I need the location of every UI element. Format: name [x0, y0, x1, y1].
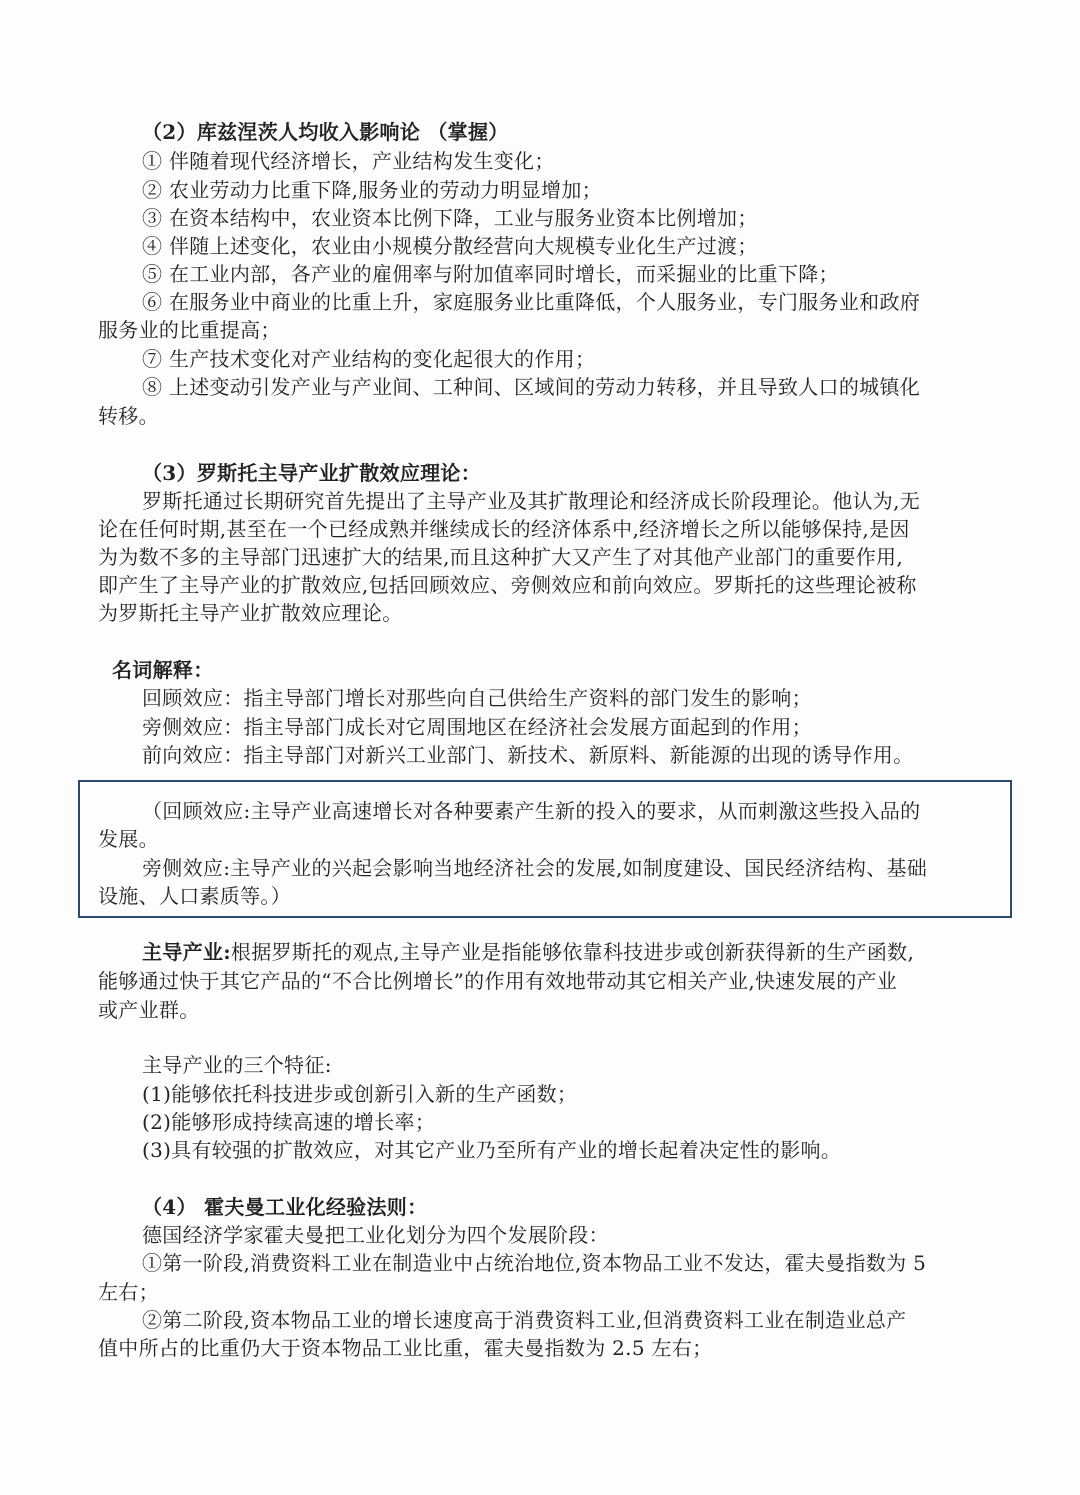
note-line: （回顾效应:主导产业高速增长对各种要素产生新的投入的要求，从而刺激这些投入品的 [142, 799, 921, 823]
feature-item: (1)能够依托科技进步或创新引入新的生产函数； [142, 1082, 578, 1106]
paragraph-line: 论在任何时期,甚至在一个已经成熟并继续成长的经济体系中,经济增长之所以能够保持,是因 [98, 517, 910, 541]
term-definition: 旁侧效应：指主导部门成长对它周围地区在经济社会发展方面起到的作用； [142, 715, 812, 739]
term-definition: 前向效应：指主导部门对新兴工业部门、新技术、新原料、新能源的出现的诱导作用。 [142, 743, 914, 767]
note-line: 发展。 [98, 827, 159, 851]
paragraph-line: 为罗斯托主导产业扩散效应理论。 [98, 601, 403, 625]
paragraph-line: 或产业群。 [98, 998, 200, 1022]
list-item-continuation: 转移。 [98, 404, 159, 428]
paragraph-line: ②第二阶段,资本物品工业的增长速度高于消费资料工业,但消费资料工业在制造业总产 [142, 1308, 907, 1332]
list-item: ⑦ 生产技术变化对产业结构的变化起很大的作用； [142, 347, 596, 371]
paragraph-line: 为为数不多的主导部门迅速扩大的结果,而且这种扩大又产生了对其他产业部门的重要作用, [98, 545, 904, 569]
terms-heading: 名词解释： [112, 658, 214, 682]
paragraph-line: 能够通过快于其它产品的“不合比例增长”的作用有效地带动其它相关产业,快速发展的产业 [98, 969, 898, 993]
leading-industry-line [142, 938, 1028, 966]
note-line: 旁侧效应:主导产业的兴起会影响当地经济社会的发展,如制度建设、国民经济结构、基础 [142, 856, 928, 880]
paragraph-line: 即产生了主导产业的扩散效应,包括回顾效应、旁侧效应和前向效应。罗斯托的这些理论被称 [98, 573, 917, 597]
list-item: ⑥ 在服务业中商业的比重上升，家庭服务业比重降低，个人服务业，专门服务业和政府 [142, 290, 921, 314]
leading-industry-term: 主导产业: [142, 940, 231, 964]
features-heading: 主导产业的三个特征: [142, 1053, 332, 1077]
section-4-heading: （4） 霍夫曼工业化经验法则： [142, 1195, 428, 1219]
list-item: ② 农业劳动力比重下降,服务业的劳动力明显增加； [142, 178, 602, 202]
list-item: ⑧ 上述变动引发产业与产业间、工种间、区域间的劳动力转移，并且导致人口的城镇化 [142, 375, 921, 399]
list-item-continuation: 服务业的比重提高； [98, 318, 281, 342]
paragraph-line: 德国经济学家霍夫曼把工业化划分为四个发展阶段： [142, 1223, 609, 1247]
paragraph-line: 左右； [98, 1280, 159, 1304]
term-definition: 回顾效应：指主导部门增长对那些向自己供给生产资料的部门发生的影响； [142, 686, 812, 710]
leading-industry-definition: 根据罗斯托的观点,主导产业是指能够依靠科技进步或创新获得新的生产函数, [230, 940, 915, 964]
list-item: ③ 在资本结构中，农业资本比例下降，工业与服务业资本比例增加； [142, 206, 758, 230]
paragraph-line: ①第一阶段,消费资料工业在制造业中占统治地位,资本物品工业不发达，霍夫曼指数为 5 [142, 1251, 927, 1275]
section-2-heading: （2）库兹涅茨人均收入影响论 （掌握） [142, 120, 509, 144]
list-item: ① 伴随着现代经济增长，产业结构发生变化； [142, 149, 555, 173]
list-item: ⑤ 在工业内部，各产业的雇佣率与附加值率同时增长，而采掘业的比重下降； [142, 262, 839, 286]
list-item: ④ 伴随上述变化，农业由小规模分散经营向大规模专业化生产过渡； [142, 234, 758, 258]
section-3-heading: （3）罗斯托主导产业扩散效应理论： [142, 461, 482, 485]
paragraph-line: 值中所占的比重仍大于资本物品工业比重，霍夫曼指数为 2.5 左右； [98, 1336, 713, 1360]
paragraph-line: 罗斯托通过长期研究首先提出了主导产业及其扩散理论和经济成长阶段理论。他认为,无 [142, 489, 921, 513]
feature-item: (2)能够形成持续高速的增长率； [142, 1110, 436, 1134]
feature-item: (3)具有较强的扩散效应，对其它产业乃至所有产业的增长起着决定性的影响。 [142, 1138, 842, 1162]
note-line: 设施、人口素质等。） [98, 884, 291, 908]
